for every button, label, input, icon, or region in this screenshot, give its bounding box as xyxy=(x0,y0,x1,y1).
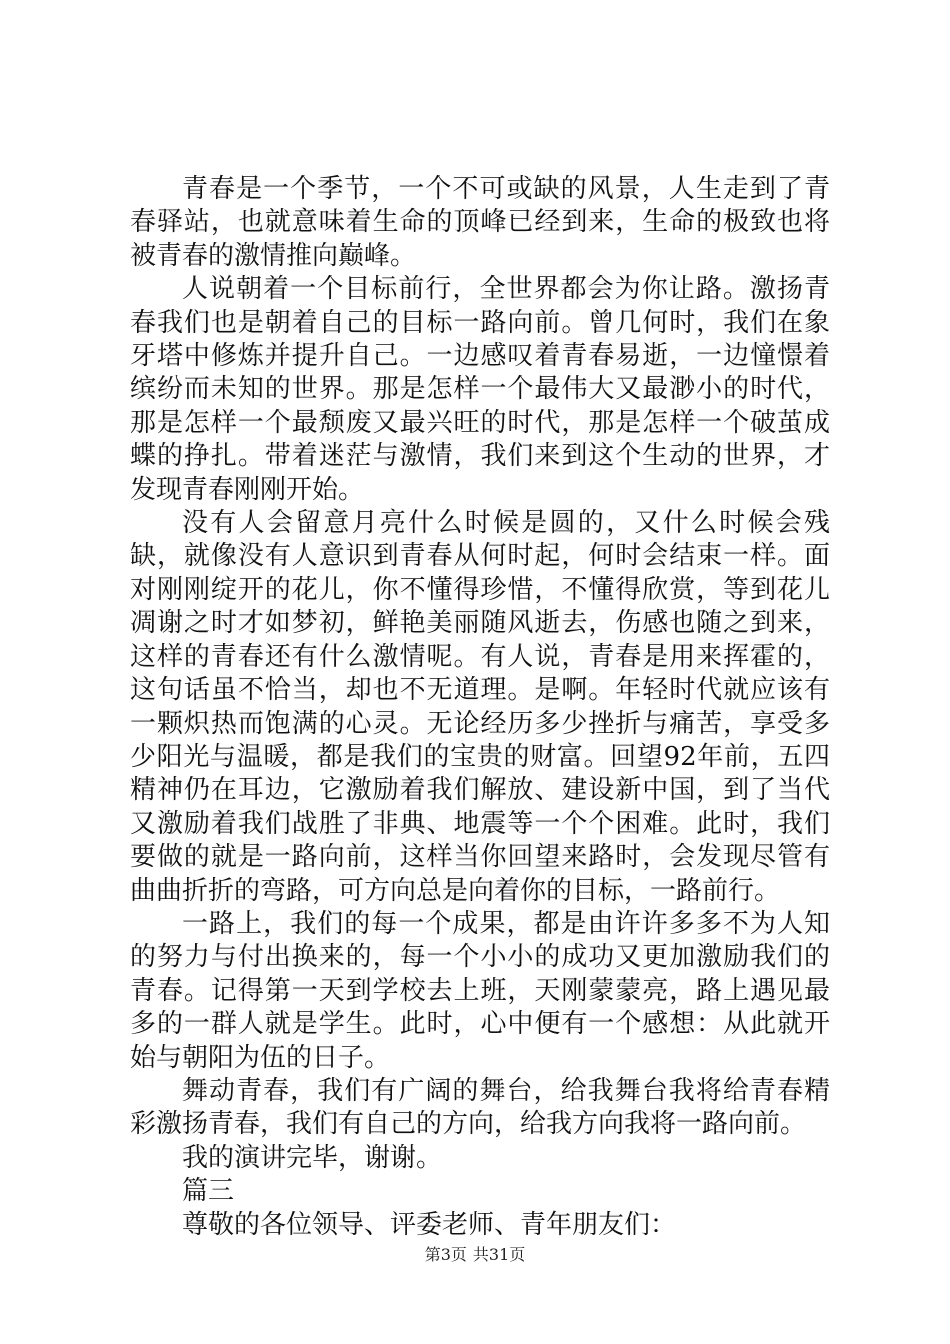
paragraph-2: 人说朝着一个目标前行，全世界都会为你让路。激扬青春我们也是朝着自己的目标一路向前。曾几何时，我们在象牙塔中修炼并提升自己。一边感叹着青春易逝，一边憧憬着缤纷而未知的世界。那是怎样一个最伟大又最渺小的时代，那是怎样一个最颓废又最兴旺的时代，那是怎样一个破茧成蝶的挣扎。带着迷茫与激情，我们来到这个生动的世界，才发现青春刚刚开始。 xyxy=(130,274,830,505)
document-body xyxy=(130,173,830,1242)
paragraph-4: 一路上，我们的每一个成果，都是由许许多多不为人知的努力与付出换来的，每一个小小的成功又更加激励我们的青春。记得第一天到学校去上班，天刚蒙蒙亮，路上遇见最多的一群人就是学生。此时，心中便有一个感想：从此就开始与朝阳为伍的日子。 xyxy=(130,908,830,1073)
page-number: 第3页 xyxy=(424,1245,467,1264)
salutation: 尊敬的各位领导、评委老师、青年朋友们： xyxy=(182,1209,677,1240)
section-heading: 篇三 xyxy=(182,1176,235,1207)
paragraph-5: 舞动青春，我们有广阔的舞台，给我舞台我将给青春精彩激扬青春，我们有自己的方向，给我方向我将一路向前。 xyxy=(130,1075,830,1140)
page-footer xyxy=(0,1242,950,1265)
paragraph-1: 青春是一个季节，一个不可或缺的风景，人生走到了青春驿站，也就意味着生命的顶峰已经到来，生命的极致也将被青春的激情推向巅峰。 xyxy=(130,174,830,271)
total-pages: 共31页 xyxy=(472,1245,526,1264)
paragraph-6: 我的演讲完毕，谢谢。 xyxy=(182,1142,443,1173)
paragraph-3: 没有人会留意月亮什么时候是圆的，又什么时候会残缺，就像没有人意识到青春从何时起，何时会结束一样。面对刚刚绽开的花儿，你不懂得珍惜，不懂得欣赏，等到花儿凋谢之时才如梦初，鲜艳美丽随风逝去，伤感也随之到来，这样的青春还有什么激情呢。有人说，青春是用来挥霍的，这句话虽不恰当，却也不无道理。是啊。年轻时代就应该有一颗炽热而饱满的心灵。无论经历多少挫折与痛苦，享受多少阳光与温暖，都是我们的宝贵的财富。回望92年前，五四精神仍在耳边，它激励着我们解放、建设新中国，到了当代又激励着我们战胜了非典、地震等一个个困难。此时，我们要做的就是一路向前，这样当你回望来路时，会发现尽管有曲曲折折的弯路，可方向总是向着你的目标，一路前行。 xyxy=(130,508,830,906)
